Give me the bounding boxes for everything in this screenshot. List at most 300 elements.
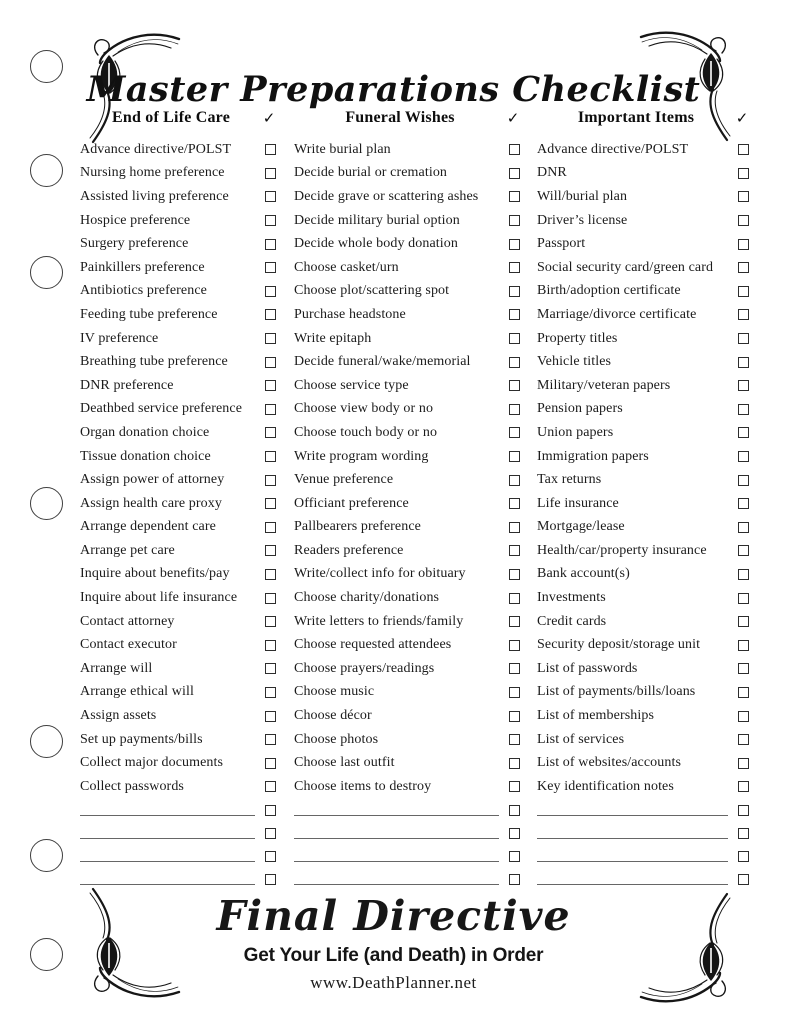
checklist-item-label: Pallbearers preference — [294, 519, 421, 535]
page-title: Master Preparations Checklist — [86, 69, 701, 111]
write-in-line[interactable] — [80, 847, 255, 862]
checklist-row — [537, 657, 749, 681]
checklist-row — [80, 775, 276, 799]
checkbox[interactable] — [265, 663, 276, 674]
checklist-row — [294, 398, 520, 422]
checkbox[interactable] — [509, 781, 520, 792]
checkbox[interactable] — [738, 333, 749, 344]
checkbox[interactable] — [509, 286, 520, 297]
checklist-row — [294, 445, 520, 469]
checkbox[interactable] — [738, 687, 749, 698]
checkbox[interactable] — [738, 593, 749, 604]
checklist-item-label: DNR preference — [80, 377, 174, 393]
checklist-rows — [80, 138, 276, 891]
write-in-line[interactable] — [294, 870, 499, 885]
write-in-line[interactable] — [294, 824, 499, 839]
checklist-row — [294, 751, 520, 775]
checkbox[interactable] — [738, 663, 749, 674]
write-in-row — [537, 868, 749, 891]
checkbox[interactable] — [265, 711, 276, 722]
checklist-item-label: Assign health care proxy — [80, 495, 222, 511]
checkbox[interactable] — [738, 569, 749, 580]
checklist-row — [294, 563, 520, 587]
checklist-row — [294, 492, 520, 516]
checklist-item-label: Collect major documents — [80, 755, 224, 771]
checklist-item-label: Choose plot/scattering spot — [294, 283, 450, 299]
write-in-line[interactable] — [80, 870, 255, 885]
checkbox[interactable] — [738, 828, 749, 839]
checklist-row — [294, 350, 520, 374]
checkbox[interactable] — [265, 687, 276, 698]
checkbox[interactable] — [265, 498, 276, 509]
checklist-item-label: Inquire about benefits/pay — [80, 566, 230, 582]
checklist-column — [80, 106, 276, 891]
checklist-rows — [537, 138, 749, 891]
checklist-rows — [294, 138, 520, 891]
checklist-row — [294, 209, 520, 233]
checklist-row — [294, 539, 520, 563]
checklist-row — [537, 209, 749, 233]
checklist-row — [294, 468, 520, 492]
checklist-row — [537, 704, 749, 728]
checklist-row — [80, 256, 276, 280]
checkbox[interactable] — [738, 168, 749, 179]
checklist-item-label: Antibiotics preference — [80, 283, 207, 299]
checklist-item-label: Union papers — [537, 424, 614, 440]
checkbox[interactable] — [265, 569, 276, 580]
checklist-item-label: Choose charity/donations — [294, 590, 440, 606]
checkbox[interactable] — [265, 262, 276, 273]
checklist-item-label: Write epitaph — [294, 330, 372, 346]
write-in-row — [80, 799, 276, 822]
checklist-item-label: Security deposit/storage unit — [537, 637, 701, 653]
checklist-item-label: Tax returns — [537, 472, 602, 488]
checklist-row — [80, 327, 276, 351]
checklist-item-label: Write burial plan — [294, 141, 391, 157]
checklist-item-label: DNR — [537, 165, 567, 181]
checkbox[interactable] — [738, 874, 749, 885]
checkbox[interactable] — [738, 711, 749, 722]
column-header-label: End of Life Care — [111, 109, 230, 126]
checklist-row — [294, 681, 520, 705]
checklist-row — [537, 303, 749, 327]
checkbox[interactable] — [509, 215, 520, 226]
checklist-row — [294, 704, 520, 728]
checklist-item-label: List of services — [537, 731, 625, 747]
checklist-item-label: Social security card/green card — [537, 259, 714, 275]
checkbox[interactable] — [509, 404, 520, 415]
checklist-item-label: Painkillers preference — [80, 259, 205, 275]
checklist-item-label: List of websites/accounts — [537, 755, 682, 771]
checkbox[interactable] — [509, 475, 520, 486]
checklist-row — [537, 232, 749, 256]
checklist-column — [537, 106, 749, 891]
checklist-item-label: Marriage/divorce certificate — [537, 306, 697, 322]
checkbox[interactable] — [265, 168, 276, 179]
checklist-row — [294, 610, 520, 634]
checkbox[interactable] — [265, 144, 276, 155]
checkbox[interactable] — [265, 522, 276, 533]
checklist-item-label: Decide burial or cremation — [294, 165, 448, 181]
checklist-row — [294, 232, 520, 256]
checkbox[interactable] — [738, 239, 749, 250]
checklist-row — [537, 256, 749, 280]
hole-punch-circle — [30, 487, 63, 520]
checkbox[interactable] — [265, 475, 276, 486]
checkbox[interactable] — [265, 333, 276, 344]
checklist-item-label: Assign assets — [80, 708, 157, 724]
checkbox[interactable] — [509, 874, 520, 885]
checklist-row — [80, 185, 276, 209]
checklist-item-label: Choose items to destroy — [294, 778, 432, 794]
checklist-row — [294, 421, 520, 445]
checklist-row — [80, 751, 276, 775]
checklist-item-label: Arrange will — [80, 660, 153, 676]
write-in-line[interactable] — [537, 824, 728, 839]
checklist-row — [294, 327, 520, 351]
checklist-row — [537, 610, 749, 634]
checkbox[interactable] — [265, 191, 276, 202]
checklist-item-label: Advance directive/POLST — [80, 141, 232, 157]
checklist-row — [294, 185, 520, 209]
checklist-row — [80, 445, 276, 469]
checklist-item-label: Write letters to friends/family — [294, 613, 464, 629]
checkbox[interactable] — [738, 851, 749, 862]
checkbox[interactable] — [265, 380, 276, 391]
checkbox[interactable] — [738, 357, 749, 368]
checkbox[interactable] — [738, 781, 749, 792]
checklist-item-label: Feeding tube preference — [80, 306, 218, 322]
checkbox[interactable] — [265, 805, 276, 816]
write-in-row — [537, 822, 749, 845]
checkbox[interactable] — [265, 309, 276, 320]
checklist-item-label: Nursing home preference — [80, 165, 225, 181]
checklist-item-label: Property titles — [537, 330, 618, 346]
checklist-item-label: Will/burial plan — [537, 188, 628, 204]
checklist-row — [294, 728, 520, 752]
checkbox[interactable] — [738, 262, 749, 273]
header-checkmark-icon: ✓ — [735, 109, 749, 127]
write-in-line[interactable] — [537, 801, 728, 816]
checklist-item-label: Decide grave or scattering ashes — [294, 188, 479, 204]
checklist-item-label: Birth/adoption certificate — [537, 283, 681, 299]
checkbox[interactable] — [509, 333, 520, 344]
checkbox[interactable] — [509, 828, 520, 839]
checklist-row — [80, 162, 276, 186]
checklist-row — [537, 374, 749, 398]
checklist-item-label: Venue preference — [294, 472, 394, 488]
checklist-item-label: Choose view body or no — [294, 401, 434, 417]
checkbox[interactable] — [738, 734, 749, 745]
checkbox[interactable] — [265, 404, 276, 415]
checklist-row — [80, 350, 276, 374]
checklist-item-label: Pension papers — [537, 401, 623, 417]
write-in-line[interactable] — [537, 847, 728, 862]
checkbox[interactable] — [509, 498, 520, 509]
checkbox[interactable] — [265, 239, 276, 250]
checkbox[interactable] — [509, 427, 520, 438]
checkbox[interactable] — [509, 640, 520, 651]
checkbox[interactable] — [509, 758, 520, 769]
checklist-row — [80, 563, 276, 587]
checklist-row — [537, 162, 749, 186]
checkbox[interactable] — [738, 451, 749, 462]
checklist-item-label: Set up payments/bills — [80, 731, 203, 747]
checklist-item-label: Write/collect info for obituary — [294, 566, 466, 582]
checklist-item-label: Life insurance — [537, 495, 619, 511]
checklist-row — [294, 586, 520, 610]
checkbox[interactable] — [509, 663, 520, 674]
checkbox[interactable] — [265, 851, 276, 862]
hole-punch-circle — [30, 256, 63, 289]
write-in-row — [294, 845, 520, 868]
checkbox[interactable] — [509, 522, 520, 533]
checklist-row — [537, 445, 749, 469]
checklist-item-label: Decide funeral/wake/memorial — [294, 354, 471, 370]
checklist-row — [537, 468, 749, 492]
checklist-item-label: Arrange dependent care — [80, 519, 216, 535]
checkbox[interactable] — [509, 144, 520, 155]
checklist-item-label: Assisted living preference — [80, 188, 229, 204]
checklist-item-label: Key identification notes — [537, 778, 674, 794]
checkbox[interactable] — [738, 545, 749, 556]
checklist-item-label: Choose touch body or no — [294, 424, 438, 440]
checklist-item-label: Purchase headstone — [294, 306, 406, 322]
checkbox[interactable] — [265, 427, 276, 438]
checkbox[interactable] — [265, 758, 276, 769]
checklist-item-label: Investments — [537, 590, 606, 606]
checklist-row — [80, 232, 276, 256]
checklist-row — [537, 492, 749, 516]
write-in-row — [80, 868, 276, 891]
checklist-item-label: Readers preference — [294, 542, 404, 558]
checklist-row — [294, 657, 520, 681]
checkbox[interactable] — [509, 711, 520, 722]
checklist-item-label: Officiant preference — [294, 495, 409, 511]
checklist-row — [80, 374, 276, 398]
checkbox[interactable] — [265, 286, 276, 297]
checkbox[interactable] — [509, 380, 520, 391]
checklist-row — [294, 775, 520, 799]
checklist-row — [537, 350, 749, 374]
checklist-item-label: Contact executor — [80, 637, 177, 653]
checkbox[interactable] — [509, 687, 520, 698]
checklist-row — [80, 492, 276, 516]
checklist-item-label: Choose last outfit — [294, 755, 395, 771]
checklist-row — [80, 681, 276, 705]
checklist-row — [80, 280, 276, 304]
write-in-row — [537, 845, 749, 868]
checkbox[interactable] — [265, 616, 276, 627]
checklist-row — [80, 586, 276, 610]
checklist-row — [80, 398, 276, 422]
write-in-row — [80, 822, 276, 845]
brand-website: www.DeathPlanner.net — [310, 973, 477, 992]
checkbox[interactable] — [738, 380, 749, 391]
checklist-item-label: Choose service type — [294, 377, 409, 393]
checkbox[interactable] — [509, 191, 520, 202]
checkbox[interactable] — [738, 404, 749, 415]
checklist-item-label: Passport — [537, 236, 586, 252]
checkbox[interactable] — [509, 357, 520, 368]
write-in-row — [294, 822, 520, 845]
checkbox[interactable] — [509, 168, 520, 179]
checklist-item-label: Advance directive/POLST — [537, 141, 689, 157]
checklist-row — [537, 327, 749, 351]
checkbox[interactable] — [265, 545, 276, 556]
checklist-row — [294, 633, 520, 657]
checkbox[interactable] — [509, 805, 520, 816]
column-header-row — [80, 106, 276, 130]
checkbox[interactable] — [509, 593, 520, 604]
checklist-row — [80, 468, 276, 492]
checkbox[interactable] — [738, 805, 749, 816]
checklist-row — [80, 657, 276, 681]
checklist-row — [537, 539, 749, 563]
checklist-item-label: Choose photos — [294, 731, 379, 747]
checklist-row — [294, 374, 520, 398]
checkbox[interactable] — [265, 357, 276, 368]
checklist-row — [80, 421, 276, 445]
checkbox[interactable] — [509, 734, 520, 745]
checklist-row — [80, 516, 276, 540]
checkbox[interactable] — [738, 640, 749, 651]
write-in-line[interactable] — [294, 801, 499, 816]
checkbox[interactable] — [265, 874, 276, 885]
checkbox[interactable] — [509, 851, 520, 862]
checkbox[interactable] — [738, 522, 749, 533]
checkbox[interactable] — [738, 616, 749, 627]
checklist-item-label: Breathing tube preference — [80, 354, 228, 370]
brand-tagline: Get Your Life (and Death) in Order — [243, 945, 544, 966]
write-in-line[interactable] — [80, 824, 255, 839]
column-header-row — [294, 106, 520, 130]
checklist-row — [537, 633, 749, 657]
checklist-row — [80, 138, 276, 162]
checklist-row — [80, 633, 276, 657]
checkbox[interactable] — [738, 758, 749, 769]
checklist-item-label: Contact attorney — [80, 613, 175, 629]
checklist-row — [537, 138, 749, 162]
write-in-line[interactable] — [537, 870, 728, 885]
checklist-row — [537, 516, 749, 540]
hole-punch-circle — [30, 839, 63, 872]
checkbox[interactable] — [738, 475, 749, 486]
checklist-row — [294, 303, 520, 327]
checkbox[interactable] — [509, 451, 520, 462]
checklist-row — [80, 209, 276, 233]
checkbox[interactable] — [509, 309, 520, 320]
checklist-item-label: Arrange pet care — [80, 542, 175, 558]
checklist-row — [537, 563, 749, 587]
write-in-row — [294, 799, 520, 822]
checkbox[interactable] — [265, 640, 276, 651]
checklist-row — [537, 185, 749, 209]
checklist-item-label: List of passwords — [537, 660, 638, 676]
checklist-item-label: List of memberships — [537, 708, 654, 724]
checklist-row — [537, 280, 749, 304]
checklist-item-label: Assign power of attorney — [80, 472, 225, 488]
checklist-row — [294, 516, 520, 540]
checkbox[interactable] — [509, 545, 520, 556]
checkbox[interactable] — [738, 498, 749, 509]
checklist-item-label: Hospice preference — [80, 212, 191, 228]
checklist-column — [294, 106, 520, 891]
checklist-item-label: Choose requested attendees — [294, 637, 452, 653]
write-in-row — [537, 799, 749, 822]
checkbox[interactable] — [738, 286, 749, 297]
checkbox[interactable] — [738, 427, 749, 438]
checkbox[interactable] — [265, 734, 276, 745]
checkbox[interactable] — [509, 239, 520, 250]
column-header-row — [537, 106, 749, 130]
header-checkmark-icon: ✓ — [262, 109, 276, 127]
checklist-row — [294, 280, 520, 304]
checklist-item-label: Arrange ethical will — [80, 684, 194, 700]
column-header-label: Funeral Wishes — [345, 109, 455, 126]
write-in-row — [294, 868, 520, 891]
checklist-item-label: Military/veteran papers — [537, 377, 671, 393]
checkbox[interactable] — [265, 215, 276, 226]
checkbox[interactable] — [738, 144, 749, 155]
checkbox[interactable] — [738, 191, 749, 202]
brand-logo: Final Directive — [216, 892, 571, 940]
checkbox[interactable] — [265, 828, 276, 839]
checklist-row — [537, 681, 749, 705]
checklist-item-label: Decide military burial option — [294, 212, 460, 228]
footer — [0, 890, 787, 996]
checklist-item-label: Decide whole body donation — [294, 236, 458, 252]
checklist-item-label: Choose décor — [294, 708, 372, 724]
checklist-item-label: Choose casket/urn — [294, 259, 399, 275]
checklist-row — [80, 704, 276, 728]
checklist-item-label: Mortgage/lease — [537, 519, 625, 535]
checkbox[interactable] — [509, 262, 520, 273]
checkbox[interactable] — [265, 451, 276, 462]
checkbox[interactable] — [509, 616, 520, 627]
checklist-row — [537, 775, 749, 799]
checkbox[interactable] — [738, 215, 749, 226]
checklist-item-label: Choose prayers/readings — [294, 660, 435, 676]
checklist-item-label: Vehicle titles — [537, 354, 612, 370]
checklist-row — [294, 256, 520, 280]
write-in-line[interactable] — [80, 801, 255, 816]
checklist-item-label: Surgery preference — [80, 236, 189, 252]
checkbox[interactable] — [265, 781, 276, 792]
checkbox[interactable] — [509, 569, 520, 580]
checklist-row — [80, 539, 276, 563]
checklist-item-label: Tissue donation choice — [80, 448, 211, 464]
checklist-item-label: Bank account(s) — [537, 566, 630, 582]
checklist-item-label: Organ donation choice — [80, 424, 210, 440]
checkbox[interactable] — [738, 309, 749, 320]
checklist-row — [80, 610, 276, 634]
checklist-row — [294, 162, 520, 186]
hole-punch-circle — [30, 154, 63, 187]
checklist-item-label: Choose music — [294, 684, 375, 700]
checklist-row — [80, 303, 276, 327]
write-in-row — [80, 845, 276, 868]
checklist-row — [537, 586, 749, 610]
checklist-item-label: List of payments/bills/loans — [537, 684, 696, 700]
checklist-row — [294, 138, 520, 162]
checkbox[interactable] — [265, 593, 276, 604]
checklist-item-label: Immigration papers — [537, 448, 649, 464]
write-in-line[interactable] — [294, 847, 499, 862]
checklist-item-label: Inquire about life insurance — [80, 590, 238, 606]
checklist-item-label: Collect passwords — [80, 778, 184, 794]
checklist-item-label: Health/car/property insurance — [537, 542, 707, 558]
